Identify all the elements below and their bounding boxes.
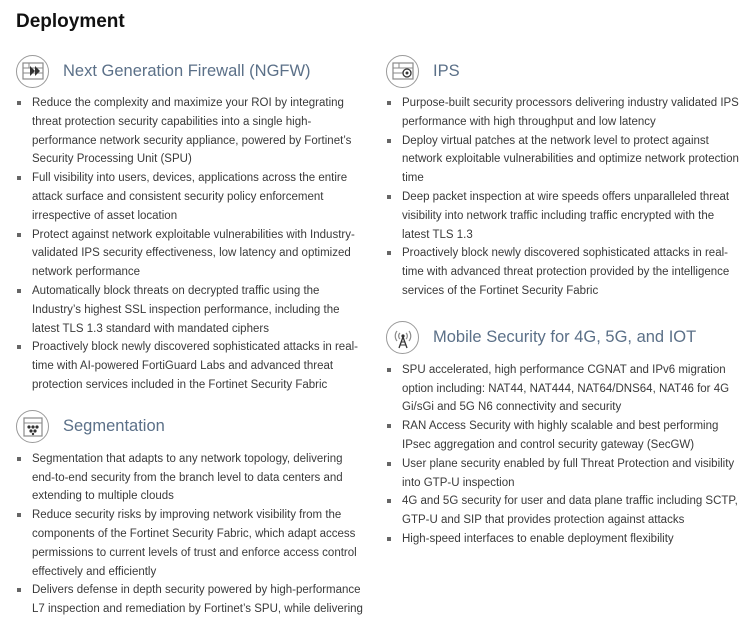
segmentation-header: [16, 408, 366, 446]
ngfw-section: [16, 52, 366, 395]
mobile-security-header: [386, 319, 741, 357]
ips-bullet-list: [386, 94, 741, 301]
list-item: Reduce the complexity and maximize your ROI by integrating threat protection security capabilities into a single high-performance network security appliance, powered by Fortinet’s Security Processing Unit (SPU): [16, 94, 366, 169]
list-item: Purpose-built security processors delivering industry validated IPS performance with high throughput and low latency: [386, 94, 741, 132]
list-item: Automatically block threats on decrypted traffic using the Industry’s highest SSL inspection performance, including the latest TLS 1.3 standard with mandated ciphers: [16, 282, 366, 338]
ngfw-header: [16, 52, 366, 90]
ips-icon: [386, 55, 419, 88]
ngfw-bullet-list: [16, 94, 366, 395]
left-column: [16, 52, 366, 619]
list-item: High-speed interfaces to enable deployment flexibility: [386, 530, 741, 549]
list-item: Full visibility into users, devices, applications across the entire attack surface and consistent security policy enforcement irrespective of asset location: [16, 169, 366, 225]
mobile-security-title: Mobile Security for 4G, 5G, and IOT: [433, 328, 697, 347]
ips-header: [386, 52, 741, 90]
mobile-security-section: [386, 319, 741, 549]
mobile-tower-icon: [386, 321, 419, 354]
segmentation-bullet-list: [16, 450, 366, 619]
list-item: Reduce security risks by improving network visibility from the components of the Fortinet Security Fabric, which adapt access permissions to current levels of trust and enforce access control effectively and efficiently: [16, 506, 366, 581]
list-item: Segmentation that adapts to any network topology, delivering end-to-end security from the branch level to data centers and extending to multiple clouds: [16, 450, 366, 506]
segmentation-icon: [16, 410, 49, 443]
ips-section: [386, 52, 741, 301]
list-item: Deploy virtual patches at the network level to protect against network exploitable vulnerabilities and optimize network protection time: [386, 132, 741, 188]
list-item: Delivers defense in depth security powered by high-performance L7 inspection and remediation by Fortinet’s SPU, while delivering: [16, 581, 366, 619]
list-item: Proactively block newly discovered sophisticated attacks in real-time with AI-powered FortiGuard Labs and advanced threat protection services included in the Fortinet Security Fabric: [16, 338, 366, 394]
list-item: RAN Access Security with highly scalable and best performing IPsec aggregation and control security gateway (SecGW): [386, 417, 741, 455]
list-item: 4G and 5G security for user and data plane traffic including SCTP, GTP-U and SIP that provides protection against attacks: [386, 492, 741, 530]
list-item: Proactively block newly discovered sophisticated attacks in real-time with advanced threat protection provided by the intelligence services of the Fortinet Security Fabric: [386, 244, 741, 300]
segmentation-title: Segmentation: [63, 417, 165, 436]
page-title: Deployment: [16, 11, 125, 32]
segmentation-section: [16, 408, 366, 619]
right-column: [386, 52, 741, 549]
list-item: Deep packet inspection at wire speeds offers unparalleled threat visibility into network traffic including traffic encrypted with the latest TLS 1.3: [386, 188, 741, 244]
ngfw-title: Next Generation Firewall (NGFW): [63, 61, 311, 80]
mobile-security-bullet-list: [386, 361, 741, 549]
ips-title: IPS: [433, 61, 460, 80]
list-item: User plane security enabled by full Threat Protection and visibility into GTP-U inspection: [386, 455, 741, 493]
list-item: SPU accelerated, high performance CGNAT and IPv6 migration option including: NAT44, NAT444, NAT64/DNS64, NAT46 for 4G Gi/sGi and 5G N6 connectivity and security: [386, 361, 741, 417]
list-item: Protect against network exploitable vulnerabilities with Industry-validated IPS security effectiveness, low latency and optimized network performance: [16, 226, 366, 282]
firewall-icon: [16, 55, 49, 88]
